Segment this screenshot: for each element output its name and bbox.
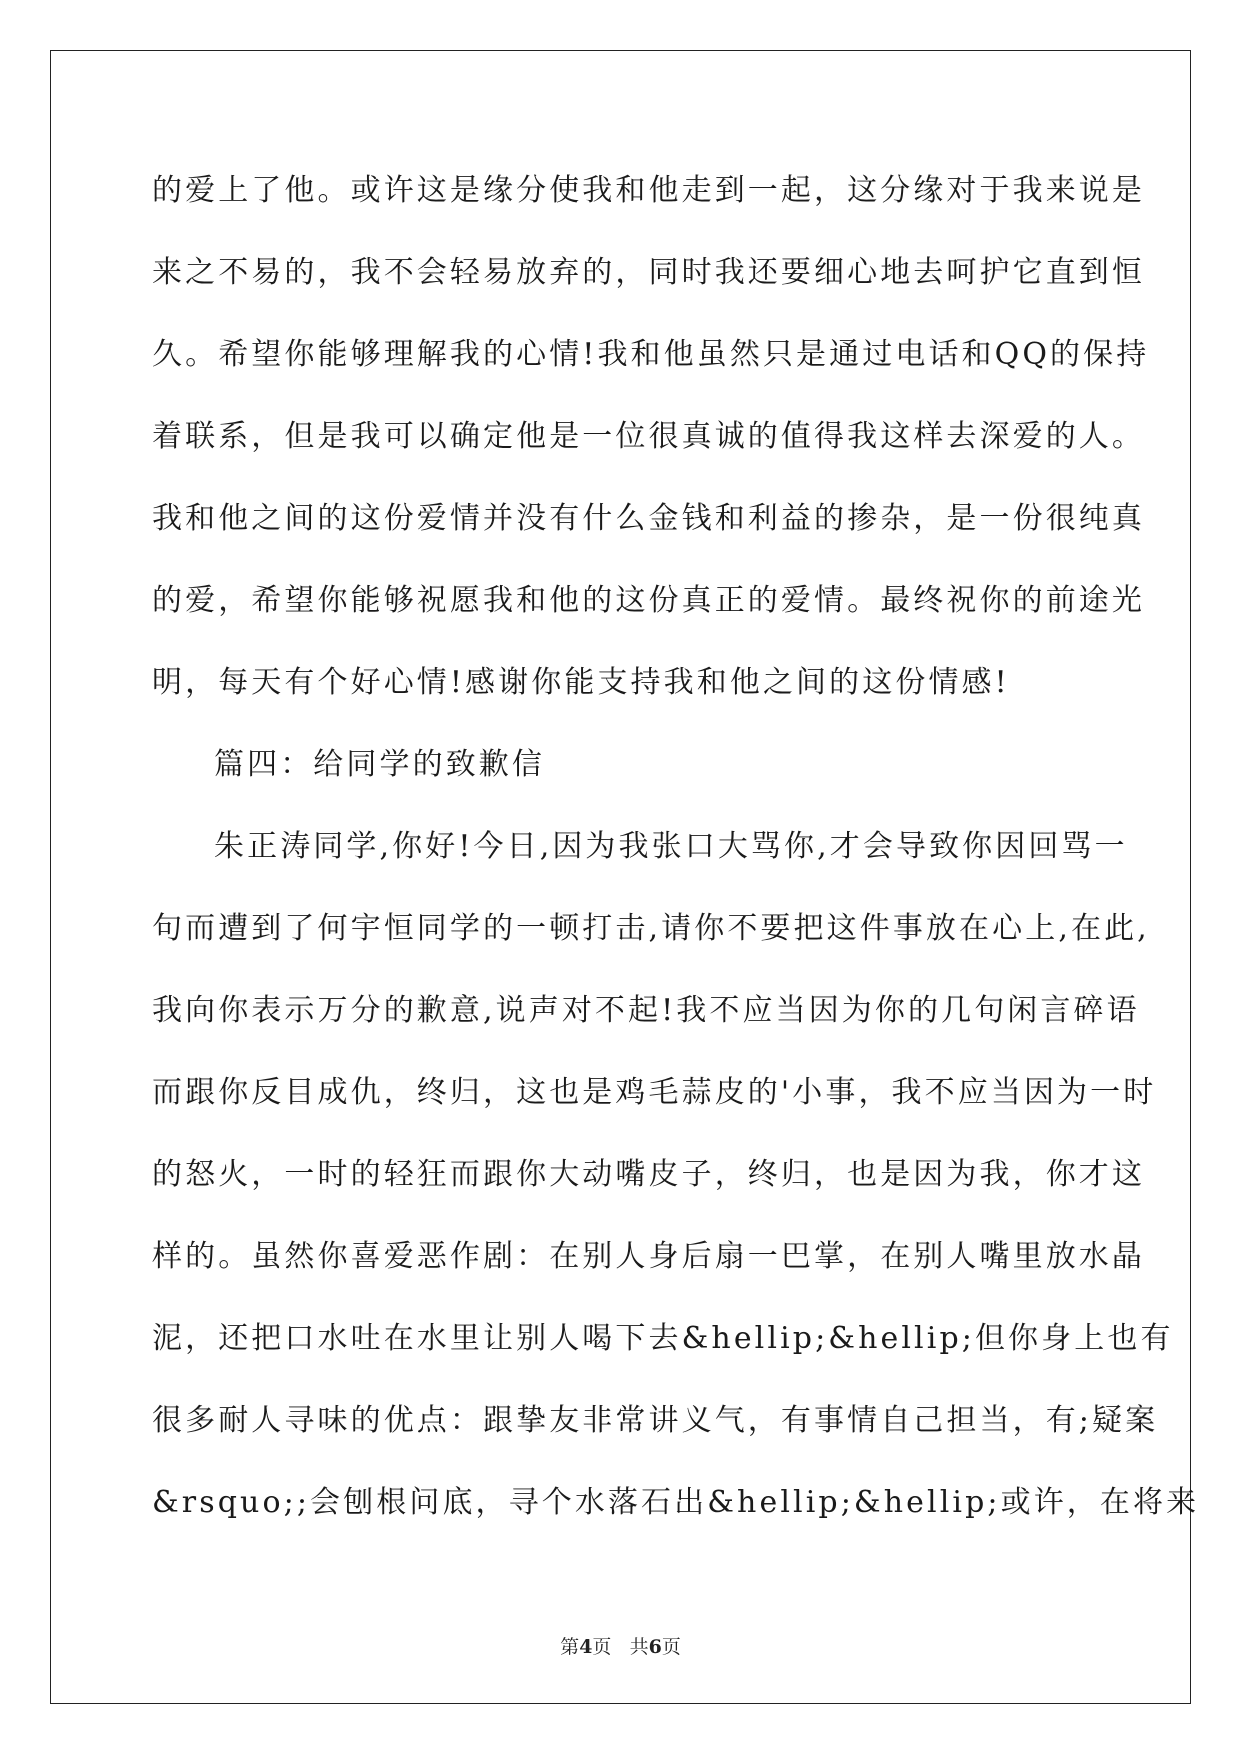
footer-page-suffix: 页	[592, 1636, 612, 1658]
text-line: 久。希望你能够理解我的心情!我和他虽然只是通过电话和QQ的保持	[152, 337, 1150, 372]
text-line: 的爱上了他。或许这是缘分使我和他走到一起，这分缘对于我来说是	[152, 173, 1145, 208]
footer-total-prefix: 共	[629, 1636, 649, 1658]
text-line: 朱正涛同学,你好!今日,因为我张口大骂你,才会导致你因回骂一	[214, 829, 1128, 864]
text-line: 着联系，但是我可以确定他是一位很真诚的值得我这样去深爱的人。	[152, 419, 1145, 454]
document-body	[152, 150, 1200, 1544]
page-footer	[0, 1632, 1241, 1659]
text-line: 我和他之间的这份爱情并没有什么金钱和利益的掺杂，是一份很纯真	[152, 501, 1145, 536]
text-line: 来之不易的，我不会轻易放弃的，同时我还要细心地去呵护它直到恒	[152, 255, 1145, 290]
text-line: 很多耐人寻味的优点：跟挚友非常讲义气，有事情自己担当，有;疑案	[152, 1403, 1159, 1438]
footer-prefix: 第	[560, 1636, 580, 1658]
page-number: 4	[579, 1636, 593, 1658]
text-line: &rsquo;;会刨根问底，寻个水落石出&hellip;&hellip;或许，在将来	[152, 1485, 1200, 1520]
text-line: 泥，还把口水吐在水里让别人喝下去&hellip;&hellip;但你身上也有	[152, 1321, 1174, 1356]
text-line: 的爱，希望你能够祝愿我和他的这份真正的爱情。最终祝你的前途光	[152, 583, 1145, 618]
total-pages: 6	[648, 1636, 662, 1658]
text-line: 样的。虽然你喜爱恶作剧：在别人身后扇一巴掌，在别人嘴里放水晶	[152, 1239, 1145, 1274]
text-line: 我向你表示万分的歉意,说声对不起!我不应当因为你的几句闲言碎语	[152, 993, 1140, 1028]
footer-total-suffix: 页	[661, 1636, 681, 1658]
section-heading: 篇四：给同学的致歉信	[214, 747, 545, 782]
text-line: 句而遭到了何宇恒同学的一顿打击,请你不要把这件事放在心上,在此,	[152, 911, 1150, 946]
text-line: 明，每天有个好心情!感谢你能支持我和他之间的这份情感!	[152, 665, 1010, 700]
text-line: 而跟你反目成仇，终归，这也是鸡毛蒜皮的'小事，我不应当因为一时	[152, 1075, 1157, 1110]
text-line: 的怒火，一时的轻狂而跟你大动嘴皮子，终归，也是因为我，你才这	[152, 1157, 1145, 1192]
